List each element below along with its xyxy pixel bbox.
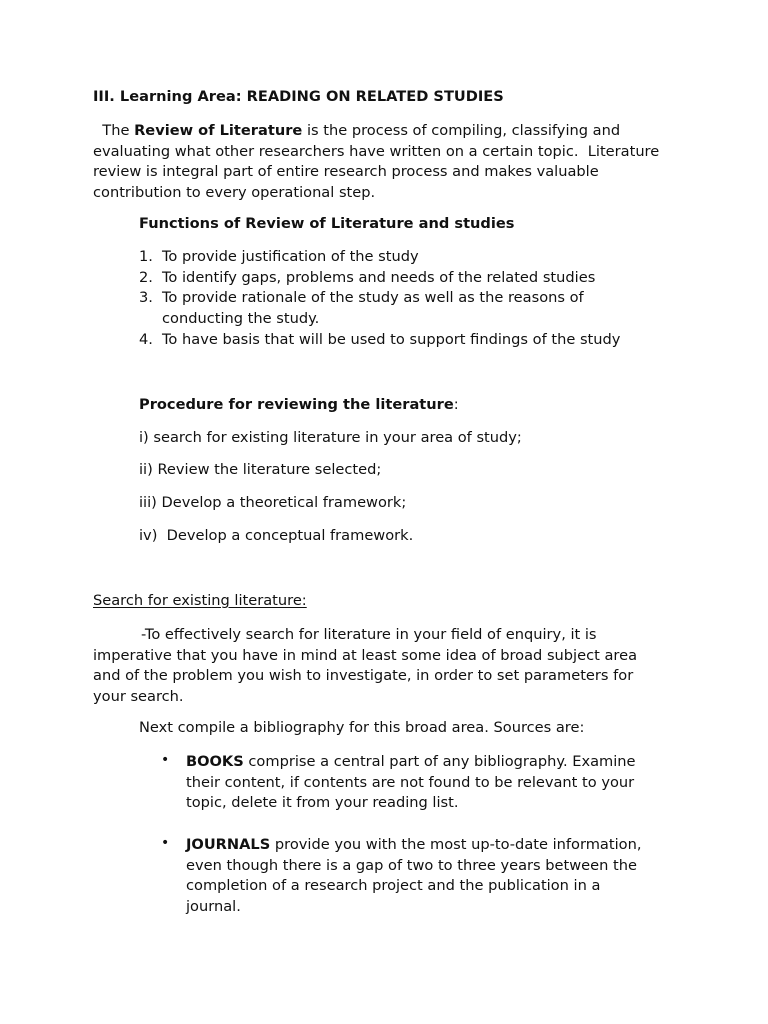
procedure-heading-text: Procedure for reviewing the literature bbox=[139, 396, 454, 413]
source-books-line-3: topic, delete it from your reading list. bbox=[186, 794, 459, 812]
source-journals-line-4: journal. bbox=[186, 898, 241, 916]
source-journals-rest: provide you with the most up-to-date information, bbox=[270, 836, 642, 853]
functions-heading: Functions of Review of Literature and studies bbox=[139, 215, 515, 232]
intro-line1-rest: is the process of compiling, classifying and bbox=[302, 122, 621, 139]
bullet-icon: • bbox=[161, 835, 170, 851]
source-journals bbox=[186, 835, 641, 918]
source-journals-line-2: even though there is a gap of two to three years between the bbox=[186, 856, 637, 874]
heading-title: READING ON RELATED STUDIES bbox=[246, 88, 504, 105]
source-journals-line-1 bbox=[186, 835, 641, 856]
function-item-3-line-1: To provide rationale of the study as well as the reasons of bbox=[162, 289, 584, 306]
function-item-3-line-2: conducting the study. bbox=[162, 310, 320, 327]
procedure-heading bbox=[139, 396, 459, 413]
source-books-line-2: their content, if contents are not found to be relevant to your bbox=[186, 773, 635, 791]
function-item-4: To have basis that will be used to support findings of the study bbox=[162, 331, 621, 348]
function-number-4: 4. bbox=[139, 331, 153, 348]
source-books-term: BOOKS bbox=[186, 753, 244, 770]
search-line-1: -To effectively search for literature in your field of enquiry, it is bbox=[141, 626, 597, 643]
intro-paragraph bbox=[93, 121, 659, 204]
source-books bbox=[186, 752, 636, 814]
search-line-4: your search. bbox=[93, 688, 184, 706]
intro-line-4: contribution to every operational step. bbox=[93, 184, 376, 202]
function-item-2: To identify gaps, problems and needs of the related studies bbox=[162, 269, 596, 286]
procedure-step-3: iii) Develop a theoretical framework; bbox=[139, 494, 407, 511]
source-books-rest: comprise a central part of any bibliography. Examine bbox=[243, 753, 636, 770]
procedure-step-2: ii) Review the literature selected; bbox=[139, 461, 382, 478]
search-heading: Search for existing literature: bbox=[93, 592, 307, 609]
procedure-step-1: i) search for existing literature in your area of study; bbox=[139, 429, 522, 446]
source-books-line-1 bbox=[186, 752, 636, 773]
intro-line-3: review is integral part of entire research process and makes valuable bbox=[93, 163, 599, 181]
heading-prefix: III. Learning Area: bbox=[93, 88, 247, 105]
search-line-3: and of the problem you wish to investigate, in order to set parameters for bbox=[93, 667, 634, 685]
source-journals-line-3: completion of a research project and the publication in a bbox=[186, 877, 601, 895]
intro-lead: The bbox=[93, 122, 135, 139]
sources-intro: Next compile a bibliography for this broad area. Sources are: bbox=[139, 719, 585, 736]
intro-line-2: evaluating what other researchers have written on a certain topic. Literature bbox=[93, 142, 660, 160]
function-number-1: 1. bbox=[139, 248, 153, 265]
bullet-icon: • bbox=[161, 752, 170, 768]
procedure-heading-colon: : bbox=[453, 396, 459, 413]
intro-term: Review of Literature bbox=[134, 122, 303, 139]
function-number-3: 3. bbox=[139, 289, 153, 306]
page-heading bbox=[93, 88, 504, 105]
source-journals-term: JOURNALS bbox=[186, 836, 271, 853]
search-paragraph bbox=[93, 625, 637, 708]
procedure-step-4: iv) Develop a conceptual framework. bbox=[139, 527, 414, 544]
search-line-2: imperative that you have in mind at least some idea of broad subject area bbox=[93, 646, 638, 664]
function-item-1: To provide justification of the study bbox=[162, 248, 419, 265]
function-number-2: 2. bbox=[139, 269, 153, 286]
intro-line-1 bbox=[93, 121, 659, 142]
